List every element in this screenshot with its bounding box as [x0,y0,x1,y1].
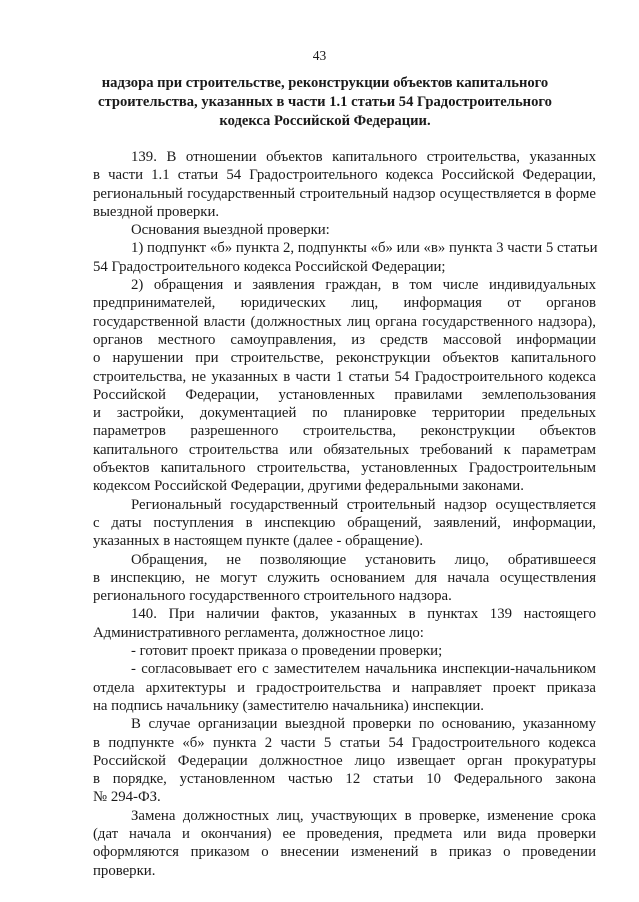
paragraph-line: Административного регламента, должностное лицо: [93,624,424,641]
paragraph-line: государственной власти (должностных лиц органа государственного надзора), [93,313,596,330]
paragraph [93,715,596,806]
paragraph-line: указанных в настоящем пункте (далее - обращение). [93,533,424,550]
paragraph-line: оформляются приказом о внесении изменений в приказ о проведении [93,844,596,861]
paragraph-line: - согласовывает его с заместителем начальника инспекции-начальником [131,661,596,678]
paragraph-line: 54 Градостроительного кодекса Российской Федерации; [93,258,446,275]
paragraph-line: капитального строительства или обязательных требований к параметрам [93,441,596,458]
paragraph-line: параметров разрешенного строительства, реконструкции объектов [93,423,596,440]
paragraph-line: В случае организации выездной проверки по основанию, указанному [131,716,596,733]
paragraph-line: и застройки, документацией по планировке территории предельных [93,405,596,422]
paragraph [93,642,596,660]
paragraph-line: в инспекцию, не могут служить основанием для начала осуществления [93,569,596,586]
paragraph-line: о нарушении при строительстве, реконструкции объектов капитального [93,350,596,367]
paragraph-line: (дат начала и окончания) ее проведения, предмета или вида проверки [93,825,596,842]
paragraph-line: органов местного самоуправления, из средств массовой информации [93,331,596,348]
paragraph-line: регионального государственного строительного надзора. [93,588,452,605]
paragraph-line: Обращения, не позволяющие установить лицо, обратившееся [131,551,596,568]
paragraph-line: Замена должностных лиц, участвующих в проверке, изменение срока [131,807,596,824]
paragraph [93,605,596,642]
page-number: 43 [312,48,327,63]
paragraph-line: с даты поступления в инспекцию обращений, заявлений, информации, [93,514,596,531]
document-body [93,148,596,880]
paragraph-line: строительства, не указанных в части 1 статьи 54 Градостроительного кодекса [93,368,596,385]
paragraph [93,221,596,239]
paragraph [93,807,596,880]
paragraph-line: в подпункте «б» пункта 2 части 5 статьи 54 Градостроительного кодекса [93,734,596,751]
paragraph-line: Региональный государственный строительный надзор осуществляется [131,496,596,513]
paragraph-line: региональный государственный строительный надзор осуществляется в форме [93,185,596,202]
paragraph-line: выездной проверки. [93,203,220,220]
heading-line: надзора при строительстве, реконструкции объектов капитального [101,75,549,91]
paragraph [93,660,596,715]
heading-line: кодекса Российской Федерации. [219,113,431,129]
paragraph-line: отдела архитектуры и градостроительства и направляет проект приказа [93,679,596,696]
paragraph-line: Российской Федерации должностное лицо извещает орган прокуратуры [93,752,596,769]
paragraph [93,239,596,276]
paragraph-line: на подпись начальнику (заместителю начальника) инспекции. [93,697,484,714]
paragraph-line: 1) подпункт «б» пункта 2, подпункты «б» или «в» пункта 3 части 5 статьи [131,240,598,257]
paragraph-line: проверки. [93,862,156,879]
section-heading [60,74,590,131]
paragraph-line: - готовит проект приказа о проведении проверки; [131,643,443,660]
paragraph-line: 2) обращения и заявления граждан, в том числе индивидуальных [131,277,596,294]
paragraph-line: Российской Федерации, установленных правилами землепользования [93,386,596,403]
paragraph-line: № 294-ФЗ. [93,789,161,806]
paragraph-line: в порядке, установленном частью 12 статьи 10 Федерального закона [93,771,596,788]
paragraph-line: 139. В отношении объектов капитального строительства, указанных [131,149,596,165]
paragraph-line: Основания выездной проверки: [131,222,330,239]
paragraph [93,496,596,551]
paragraph [93,148,596,221]
paragraph-line: объектов капитального строительства, установленных Градостроительным [93,460,596,477]
paragraph-line: предпринимателей, юридических лиц, информация от органов [93,295,596,312]
paragraph-line: кодексом Российской Федерации, другими федеральными законами. [93,478,524,495]
paragraph-line: 140. При наличии фактов, указанных в пунктах 139 настоящего [131,606,596,623]
paragraph [93,551,596,606]
paragraph [93,276,596,496]
heading-line: строительства, указанных в части 1.1 статьи 54 Градостроительного [98,94,552,110]
paragraph-line: в части 1.1 статьи 54 Градостроительного кодекса Российской Федерации, [93,167,596,184]
